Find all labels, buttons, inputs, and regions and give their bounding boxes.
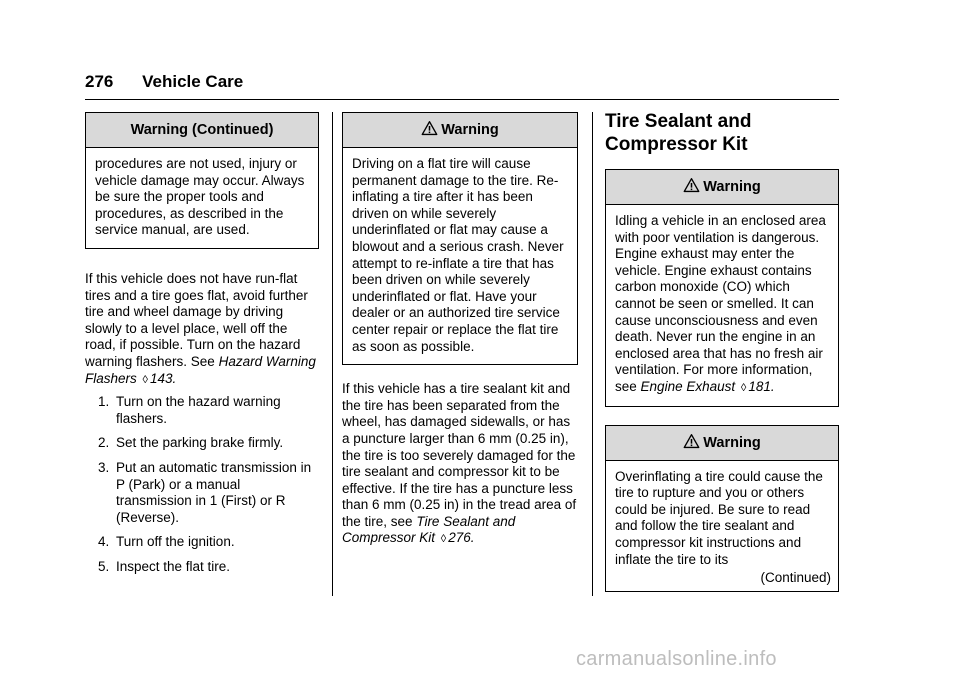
warning-box-continued	[85, 112, 319, 249]
warning-text: procedures are not used, injury or vehicle damage may occur. Always be sure the proper tools and procedures, as described in the service manual, are used.	[95, 156, 305, 238]
warning-box-title: Warning (Continued)	[86, 113, 318, 148]
list-item: 1. Turn on the hazard warning flashers.	[98, 394, 281, 426]
header-rule	[85, 99, 839, 100]
warning-box-header	[343, 113, 577, 148]
warning-triangle-icon	[421, 120, 438, 137]
warning-triangle-icon	[683, 433, 700, 450]
page-ref-icon: ◊	[440, 533, 447, 546]
warning-text: Overinflating a tire could cause the tire to rupture and you or others could be injured. Be sure to read and follow the tire sealant and compressor kit instructions and inflate the tire to its	[615, 468, 823, 567]
column-1	[85, 112, 319, 583]
continued-label: (Continued)	[760, 570, 831, 586]
steps-list	[85, 394, 319, 575]
warning-box-body	[343, 148, 577, 364]
warning-box-header	[606, 170, 838, 205]
sealant-kit-page[interactable]: 276.	[448, 530, 475, 546]
warning-box-body	[606, 205, 838, 406]
page-number: 276	[85, 72, 114, 91]
page-ref-icon: ◊	[142, 373, 148, 386]
list-item: 2. Set the parking brake firmly.	[98, 435, 284, 451]
list-item: 5. Inspect the flat tire.	[98, 558, 231, 574]
engine-exhaust-page[interactable]: 181.	[748, 378, 775, 394]
warning-box-title: Warning	[703, 179, 761, 195]
warning-box-body	[86, 148, 318, 248]
watermark: carmanualsonline.info	[576, 648, 777, 670]
warning-box-title: Warning	[441, 122, 499, 138]
warning-box-title: Warning	[703, 434, 761, 451]
warning-box-flat-tire	[342, 112, 578, 365]
column-divider	[332, 112, 333, 596]
list-item: 3. Put an automatic transmission in P (Park) or a manual transmission in 1 (First) or R (Reverse).	[98, 459, 312, 525]
warning-text: Driving on a flat tire will cause permanent damage to the tire. Re-inflating a tire after it has been driven on while severely underinflated or flat may cause a blowout and a serious crash. Never attempt to re-inflate a tire that has been driven on while severely underinflated or flat. Have your dealer or an authorized tire service center repair or replace the flat tire as soon as possible.	[352, 156, 564, 354]
page-header	[85, 72, 243, 92]
hazard-flashers-page[interactable]: 143.	[149, 370, 177, 386]
sealant-paragraph	[342, 381, 578, 548]
sealant-kit-link[interactable]: Tire Sealant and Compressor Kit	[342, 513, 516, 546]
warning-triangle-icon	[683, 177, 700, 194]
intro-paragraph	[85, 271, 319, 388]
warning-box-overinflate	[605, 425, 839, 592]
column-2	[342, 112, 578, 548]
section-title-header: Vehicle Care	[142, 72, 244, 91]
sealant-text: If this vehicle has a tire sealant kit and the tire has been separated from the wheel, has damaged sidewalls, or has a puncture larger than 6 mm (0.25 in), the tire is too severely damaged for the tire sealant and compressor kit to be effective. If the tire has a puncture less than 6 mm (0.25 in) in the tread area of the tire, see	[342, 381, 577, 529]
column-divider	[592, 112, 593, 596]
engine-exhaust-link[interactable]: Engine Exhaust	[640, 378, 736, 394]
page-ref-icon: ◊	[740, 381, 747, 394]
warning-box-body	[606, 461, 838, 591]
hazard-flashers-link[interactable]: Hazard Warning Flashers	[85, 353, 316, 386]
warning-box-exhaust	[605, 169, 839, 407]
intro-text: If this vehicle does not have run-flat tires and a tire goes flat, avoid further tire and wheel damage by driving slowly to a level place, well off the road, if possible. Turn on the hazard warning flashers. See	[85, 270, 308, 369]
warning-text: Idling a vehicle in an enclosed area with poor ventilation is dangerous. Engine exhaust may enter the vehicle. Engine exhaust contains carbon monoxide (CO) which cannot be seen or smelled. It can cause unconsciousness and even death. Never run the engine in an enclosed area that has no fresh air ventilation. For more information, see Engine Exhaust ◊ 181.	[615, 213, 826, 394]
list-item: 4. Turn off the ignition.	[98, 534, 235, 550]
column-3	[605, 110, 839, 592]
section-heading: Tire Sealant and Compressor Kit	[605, 111, 752, 155]
warning-box-header	[606, 426, 838, 461]
